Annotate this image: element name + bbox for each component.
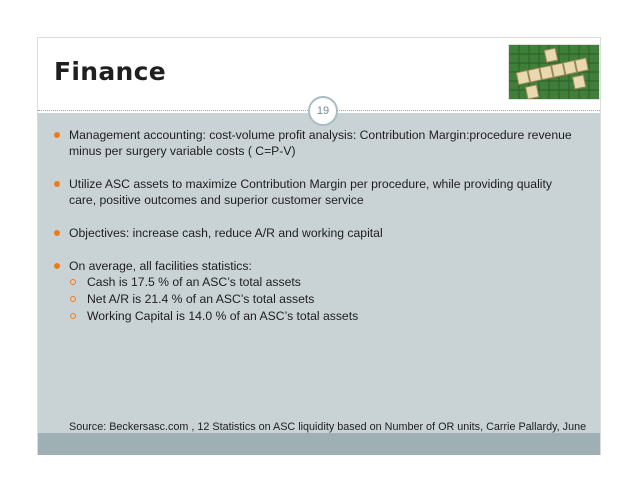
ring-bullet-icon	[70, 313, 76, 319]
sub-list-item	[69, 291, 574, 308]
sub-bullet-list	[69, 274, 574, 325]
list-item	[54, 225, 574, 241]
sub-bullet-text: Cash is 17.5 % of an ASC’s total assets	[87, 275, 301, 289]
sub-bullet-text: Net A/R is 21.4 % of an ASC’s total assets	[87, 292, 315, 306]
slide-title: Finance	[54, 57, 166, 86]
source-citation: Source: Beckersasc.com , 12 Statistics on ASC liquidity based on Number of OR units, Carrie Pallardy, June	[69, 421, 587, 433]
slide	[37, 37, 601, 455]
bullet-dot-icon	[54, 181, 60, 187]
bullet-dot-icon	[54, 230, 60, 236]
content-area	[38, 113, 600, 433]
ring-bullet-icon	[70, 296, 76, 302]
bullet-text: On average, all facilities statistics:	[69, 259, 252, 273]
list-item	[54, 258, 574, 325]
bullet-text: Utilize ASC assets to maximize Contribution Margin per procedure, while providing quality care, positive outcomes and superior customer service	[69, 177, 552, 207]
footer-band	[38, 433, 600, 455]
finance-scrabble-tiles-icon	[508, 44, 600, 100]
sub-list-item	[69, 308, 574, 325]
title-area	[38, 38, 600, 117]
sub-list-item	[69, 274, 574, 291]
bullet-list	[54, 127, 574, 342]
ring-bullet-icon	[70, 279, 76, 285]
slide-number-badge: 19	[308, 96, 338, 126]
bullet-dot-icon	[54, 132, 60, 138]
list-item	[54, 176, 574, 208]
sub-bullet-text: Working Capital is 14.0 % of an ASC’s total assets	[87, 309, 359, 323]
bullet-text: Objectives: increase cash, reduce A/R and working capital	[69, 226, 383, 240]
bullet-dot-icon	[54, 263, 60, 269]
list-item	[54, 127, 574, 159]
bullet-text: Management accounting: cost-volume profit analysis: Contribution Margin:procedure revenue minus per surgery variable costs ( C=P-V)	[69, 128, 572, 158]
